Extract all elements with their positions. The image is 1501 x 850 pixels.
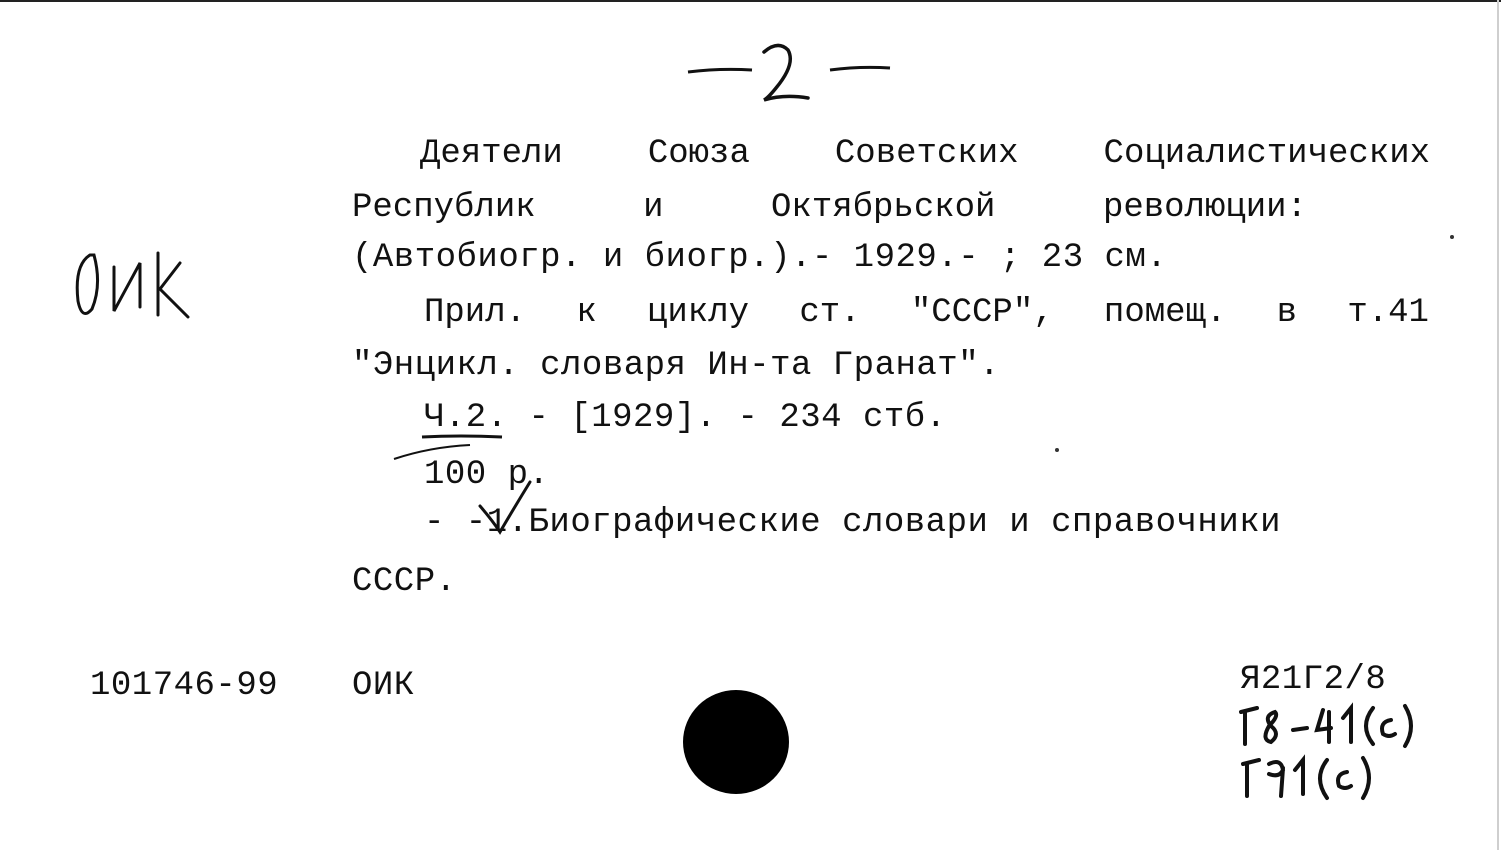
scan-speck: [1450, 235, 1454, 239]
note-word: помещ.: [1103, 294, 1227, 332]
price-line: 100 р.: [424, 456, 550, 494]
handwritten-check-mark: [470, 478, 560, 538]
title-word: Деятели: [420, 135, 563, 173]
note-word: к: [576, 294, 597, 332]
note-word: "СССР",: [910, 294, 1054, 332]
title-word: Союза: [647, 135, 750, 173]
shelf-mark-typed: Я21Г2/8: [1240, 661, 1387, 699]
handwritten-page-number: [680, 38, 900, 108]
title-line-3: (Автобиогр. и биогр.).- 1929.- ; 23 см.: [352, 239, 1168, 277]
subject-line-1: - -1.Биографические словари и справочники: [424, 504, 1282, 542]
title-word: Советских: [834, 135, 1019, 173]
card-right-edge: [1497, 0, 1499, 850]
title-line-2: [352, 188, 1307, 228]
note-word: циклу: [647, 294, 750, 332]
title-word: и: [643, 189, 664, 227]
note-word: в: [1276, 294, 1298, 332]
note-word: т.41: [1347, 294, 1429, 332]
title-line-1: [420, 134, 1430, 174]
collection-code: ОИК: [352, 667, 415, 705]
title-word: революции:: [1102, 189, 1307, 227]
note-line-2: "Энцикл. словаря Ин-та Гранат".: [352, 347, 1001, 385]
handwritten-shelf-marks: [1235, 700, 1435, 805]
title-word: Октябрьской: [771, 189, 996, 227]
note-word: ст.: [799, 294, 861, 332]
note-line-1: [424, 293, 1429, 333]
volume-line: Ч.2. - [1929]. - 234 стб.: [424, 399, 947, 437]
punch-hole: [683, 690, 789, 794]
title-word: Республик: [352, 189, 536, 227]
handwritten-margin-note: [70, 245, 200, 325]
card-top-edge: [0, 0, 1501, 2]
scan-speck: [1055, 448, 1059, 452]
subject-line-2: СССР.: [352, 563, 457, 601]
note-word: Прил.: [424, 294, 527, 332]
inventory-number: 101746-99: [90, 667, 279, 705]
title-word: Социалистических: [1103, 135, 1430, 173]
